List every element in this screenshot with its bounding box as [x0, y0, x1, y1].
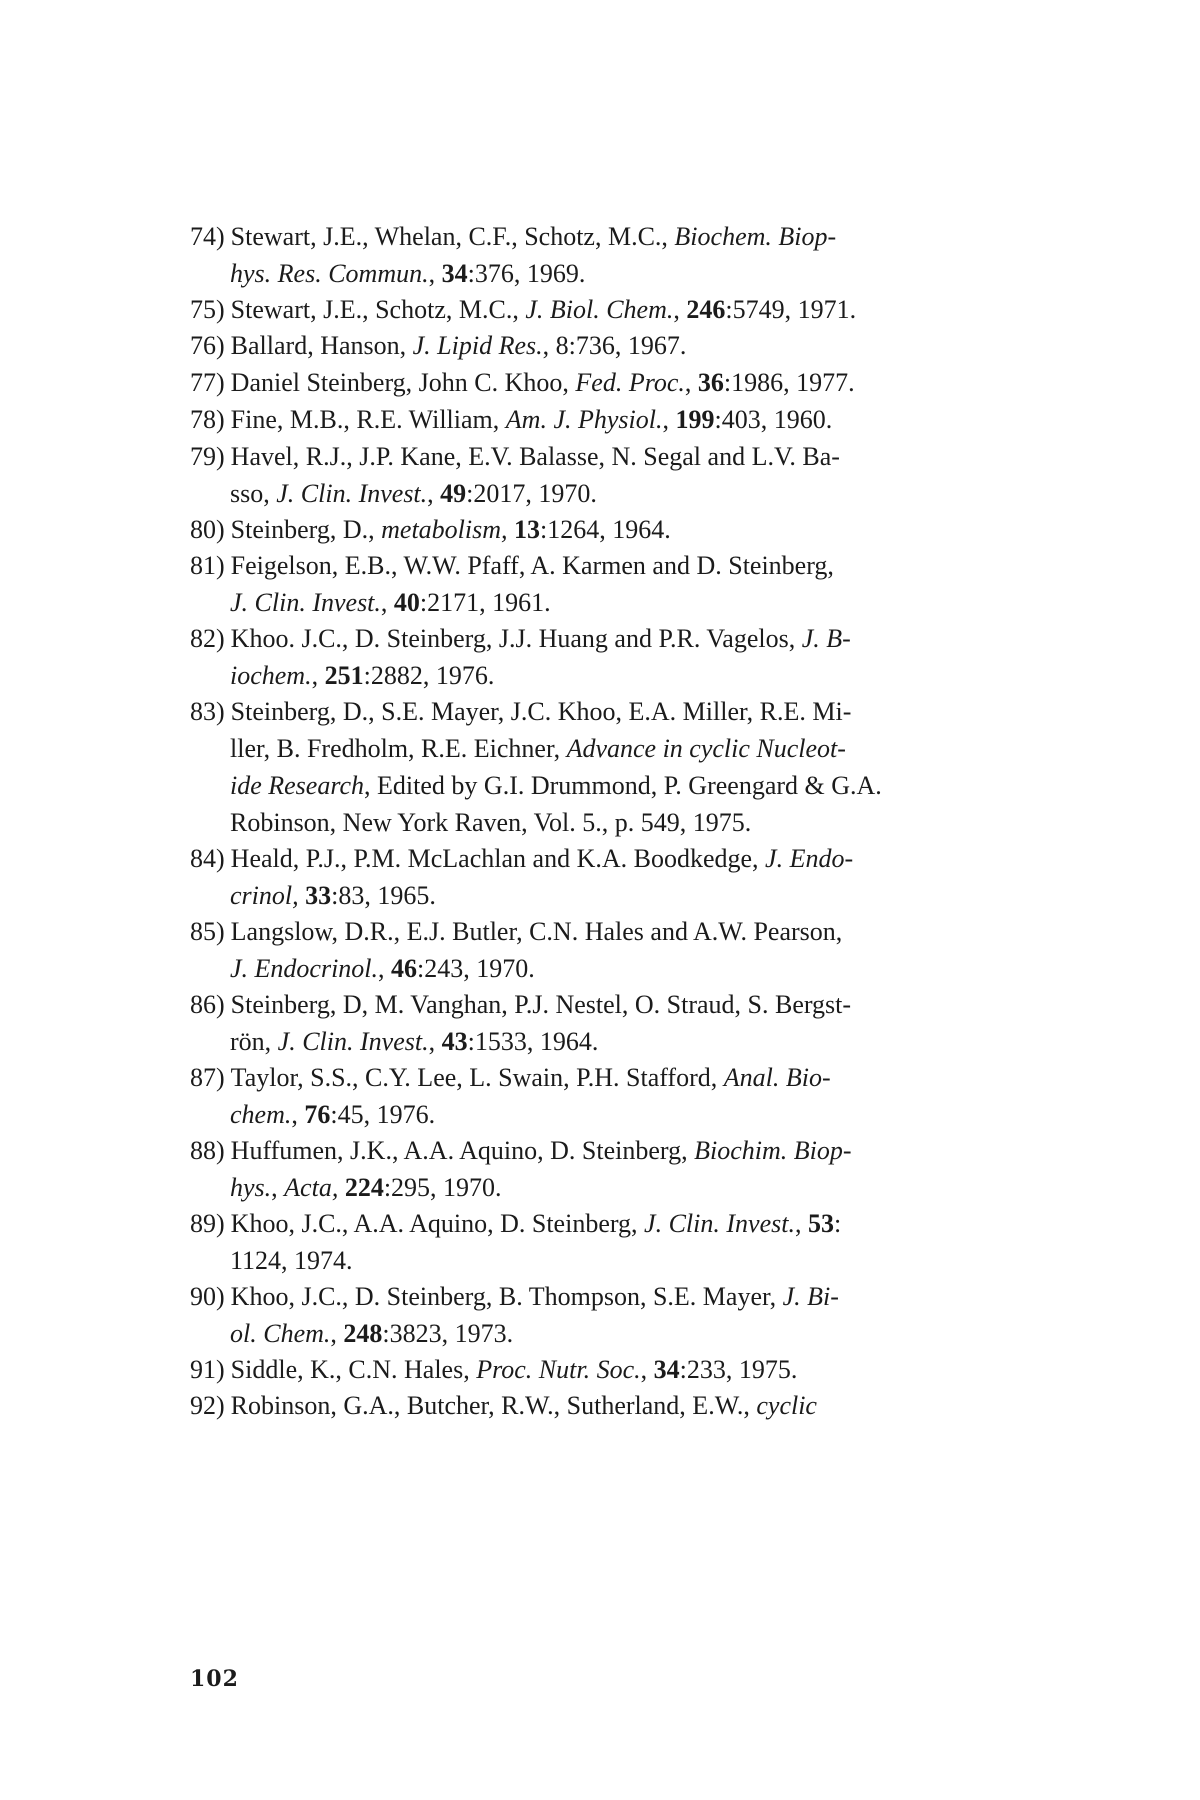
citation-text: :1986, 1977.: [723, 368, 855, 397]
citation-text: ,: [291, 1100, 305, 1129]
volume-number: 40: [393, 588, 420, 617]
reference-line: [190, 657, 990, 694]
citation-text: :2017, 1970.: [466, 479, 597, 508]
citation-text: :1533, 1964.: [467, 1027, 599, 1056]
volume-number: 76: [304, 1100, 331, 1129]
reference-line: [190, 730, 990, 767]
reference-line: [190, 1278, 990, 1315]
journal-title: chem.: [230, 1100, 292, 1129]
reference-line: [190, 1387, 990, 1424]
reference-entry: [190, 218, 990, 292]
reference-line: [190, 475, 990, 512]
reference-number: 84): [190, 844, 225, 873]
reference-entry: [190, 693, 990, 841]
citation-text: ,: [640, 1355, 654, 1384]
citation-text: ,: [271, 1173, 285, 1202]
reference-number: 86): [190, 990, 225, 1019]
citation-text: Feigelson, E.B., W.W. Pfaff, A. Karmen and D. Steinberg,: [230, 551, 834, 580]
citation-text: Huffumen, J.K., A.A. Aquino, D. Steinberg,: [230, 1136, 695, 1165]
citation-text: ,: [378, 954, 392, 983]
reference-number: 90): [190, 1282, 225, 1311]
citation-text: Robinson, G.A., Butcher, R.W., Sutherland, E.W.,: [230, 1391, 757, 1420]
reference-line: [190, 255, 990, 292]
reference-line: [190, 1242, 990, 1279]
journal-title: J. Biol. Chem.: [525, 295, 674, 324]
reference-line: [190, 913, 990, 950]
journal-title: cyclic: [756, 1391, 817, 1420]
citation-text: Fine, M.B., R.E. William,: [230, 405, 506, 434]
reference-line: [190, 584, 990, 621]
journal-title: ide Research: [230, 771, 365, 800]
reference-number: 91): [190, 1355, 225, 1384]
volume-number: 33: [305, 881, 332, 910]
journal-title: J. B-: [801, 624, 851, 653]
journal-title: hys. Res. Commun.: [230, 259, 429, 288]
citation-text: ,: [330, 1319, 344, 1348]
reference-entry: [190, 401, 990, 438]
reference-number: 80): [190, 515, 225, 544]
journal-title: iochem.: [230, 661, 312, 690]
journal-title: J. Clin. Invest.: [277, 1027, 429, 1056]
citation-text: ,: [673, 295, 687, 324]
page-number: 102: [190, 1666, 239, 1692]
citation-text: :83, 1965.: [331, 881, 436, 910]
journal-title: J. Endocrinol.: [230, 954, 379, 983]
journal-title: J. Clin. Invest.: [644, 1209, 795, 1238]
reference-entry: [190, 1387, 990, 1424]
reference-entry: [190, 327, 990, 364]
journal-title: Anal. Bio-: [723, 1063, 831, 1092]
reference-line: [190, 620, 990, 657]
volume-number: 248: [343, 1319, 383, 1348]
reference-number: 92): [190, 1391, 225, 1420]
citation-text: ,: [794, 1209, 808, 1238]
reference-line: [190, 1023, 990, 1060]
reference-number: 76): [190, 331, 225, 360]
reference-entry: [190, 620, 990, 694]
reference-line: [190, 511, 990, 548]
reference-line: [190, 291, 990, 328]
volume-number: 251: [324, 661, 364, 690]
volume-number: 246: [686, 295, 726, 324]
journal-title: metabolism,: [381, 515, 508, 544]
reference-entry: [190, 1132, 990, 1206]
reference-line: [190, 950, 990, 987]
reference-entry: [190, 291, 990, 328]
volume-number: 46: [391, 954, 418, 983]
citation-text: ,: [428, 1027, 442, 1056]
reference-number: 81): [190, 551, 225, 580]
citation-text: :2171, 1961.: [419, 588, 551, 617]
citation-text: Khoo, J.C., A.A. Aquino, D. Steinberg,: [230, 1209, 645, 1238]
volume-number: 13: [514, 515, 541, 544]
citation-text: :403, 1960.: [714, 405, 833, 434]
reference-entry: [190, 364, 990, 401]
reference-line: [190, 401, 990, 438]
reference-line: [190, 693, 990, 730]
citation-text: :3823, 1973.: [382, 1319, 514, 1348]
reference-entry: [190, 1205, 990, 1279]
citation-text: ,: [428, 259, 442, 288]
journal-title: crinol,: [230, 881, 299, 910]
journal-title: ol. Chem.: [230, 1319, 331, 1348]
reference-line: [190, 1205, 990, 1242]
citation-text: Stewart, J.E., Schotz, M.C.,: [230, 295, 526, 324]
volume-number: 36: [697, 368, 724, 397]
citation-text: :2882, 1976.: [363, 661, 495, 690]
reference-number: 82): [190, 624, 225, 653]
citation-text: , Edited by G.I. Drummond, P. Greengard & G.A.: [364, 771, 882, 800]
reference-line: [190, 1315, 990, 1352]
citation-text: 1124, 1974.: [230, 1246, 353, 1275]
reference-entry: [190, 1059, 990, 1133]
reference-line: [190, 840, 990, 877]
journal-title: J. Lipid Res.: [412, 331, 543, 360]
reference-entry: [190, 511, 990, 548]
reference-number: 75): [190, 295, 225, 324]
citation-text: Ballard, Hanson,: [230, 331, 413, 360]
reference-line: [190, 1132, 990, 1169]
reference-number: 77): [190, 368, 225, 397]
journal-title: Acta,: [284, 1173, 339, 1202]
volume-number: 34: [441, 259, 468, 288]
reference-number: 85): [190, 917, 225, 946]
citation-text: :45, 1976.: [330, 1100, 436, 1129]
reference-entry: [190, 1351, 990, 1388]
reference-line: [190, 804, 990, 841]
reference-line: [190, 1059, 990, 1096]
journal-title: Biochim. Biop-: [694, 1136, 852, 1165]
reference-entry: [190, 438, 990, 512]
reference-line: [190, 364, 990, 401]
citation-text: Siddle, K., C.N. Hales,: [230, 1355, 477, 1384]
volume-number: 199: [675, 405, 715, 434]
citation-text: :376, 1969.: [467, 259, 586, 288]
journal-title: J. Endo-: [765, 844, 854, 873]
reference-entry: [190, 840, 990, 914]
citation-text: Langslow, D.R., E.J. Butler, C.N. Hales and A.W. Pearson,: [230, 917, 843, 946]
citation-text: Steinberg, D.,: [230, 515, 382, 544]
citation-text: sso,: [230, 479, 277, 508]
reference-line: [190, 767, 990, 804]
citation-text: :243, 1970.: [417, 954, 535, 983]
journal-title: Fed. Proc.: [575, 368, 685, 397]
citation-text: Steinberg, D, M. Vanghan, P.J. Nestel, O. Straud, S. Bergst-: [230, 990, 852, 1019]
citation-text: Steinberg, D., S.E. Mayer, J.C. Khoo, E.A. Miller, R.E. Mi-: [230, 697, 852, 726]
reference-entry: [190, 986, 990, 1060]
citation-text: Heald, P.J., P.M. McLachlan and K.A. Boodkedge,: [230, 844, 766, 873]
reference-line: [190, 986, 990, 1023]
reference-number: 87): [190, 1063, 225, 1092]
journal-title: J. Clin. Invest.: [276, 479, 428, 508]
volume-number: 53: [807, 1209, 834, 1238]
volume-number: 49: [440, 479, 467, 508]
reference-line: [190, 877, 990, 914]
citation-text: ller, B. Fredholm, R.E. Eichner,: [230, 734, 567, 763]
volume-number: 34: [653, 1355, 680, 1384]
reference-number: 79): [190, 442, 225, 471]
reference-number: 89): [190, 1209, 225, 1238]
citation-text: Khoo. J.C., D. Steinberg, J.J. Huang and P.R. Vagelos,: [230, 624, 802, 653]
journal-title: hys.: [230, 1173, 272, 1202]
reference-line: [190, 1351, 990, 1388]
citation-text: :5749, 1971.: [725, 295, 857, 324]
citation-text: ,: [380, 588, 394, 617]
journal-title: J. Clin. Invest.: [230, 588, 381, 617]
reference-entry: [190, 547, 990, 621]
citation-text: Khoo, J.C., D. Steinberg, B. Thompson, S.E. Mayer,: [230, 1282, 783, 1311]
journal-title: Advance in cyclic Nucleot-: [566, 734, 846, 763]
reference-number: 78): [190, 405, 225, 434]
volume-number: 224: [344, 1173, 384, 1202]
journal-title: J. Bi-: [782, 1282, 839, 1311]
reference-number: 83): [190, 697, 225, 726]
citation-text: :1264, 1964.: [540, 515, 671, 544]
reference-entry: [190, 913, 990, 987]
citation-text: Stewart, J.E., Whelan, C.F., Schotz, M.C.,: [230, 222, 675, 251]
reference-line: [190, 1169, 990, 1206]
citation-text: :233, 1975.: [679, 1355, 798, 1384]
citation-text: Havel, R.J., J.P. Kane, E.V. Balasse, N. Segal and L.V. Ba-: [230, 442, 840, 471]
journal-title: Proc. Nutr. Soc.: [476, 1355, 641, 1384]
reference-line: [190, 547, 990, 584]
citation-text: ,: [662, 405, 676, 434]
citation-text: Robinson, New York Raven, Vol. 5., p. 549, 1975.: [230, 808, 752, 837]
reference-line: [190, 438, 990, 475]
reference-entry: [190, 1278, 990, 1352]
journal-title: Biochem. Biop-: [674, 222, 837, 251]
volume-number: 43: [441, 1027, 468, 1056]
citation-text: ,: [427, 479, 441, 508]
citation-text: :: [833, 1209, 842, 1238]
citation-text: rön,: [230, 1027, 278, 1056]
journal-title: Am. J. Physiol.: [505, 405, 663, 434]
reference-number: 88): [190, 1136, 225, 1165]
citation-text: :295, 1970.: [383, 1173, 502, 1202]
reference-line: [190, 1096, 990, 1133]
reference-number: 74): [190, 222, 225, 251]
reference-line: [190, 218, 990, 255]
citation-text: Daniel Steinberg, John C. Khoo,: [230, 368, 576, 397]
citation-text: Taylor, S.S., C.Y. Lee, L. Swain, P.H. Stafford,: [230, 1063, 724, 1092]
citation-text: , 8:736, 1967.: [542, 331, 687, 360]
citation-text: ,: [684, 368, 698, 397]
citation-text: ,: [311, 661, 325, 690]
reference-line: [190, 327, 990, 364]
